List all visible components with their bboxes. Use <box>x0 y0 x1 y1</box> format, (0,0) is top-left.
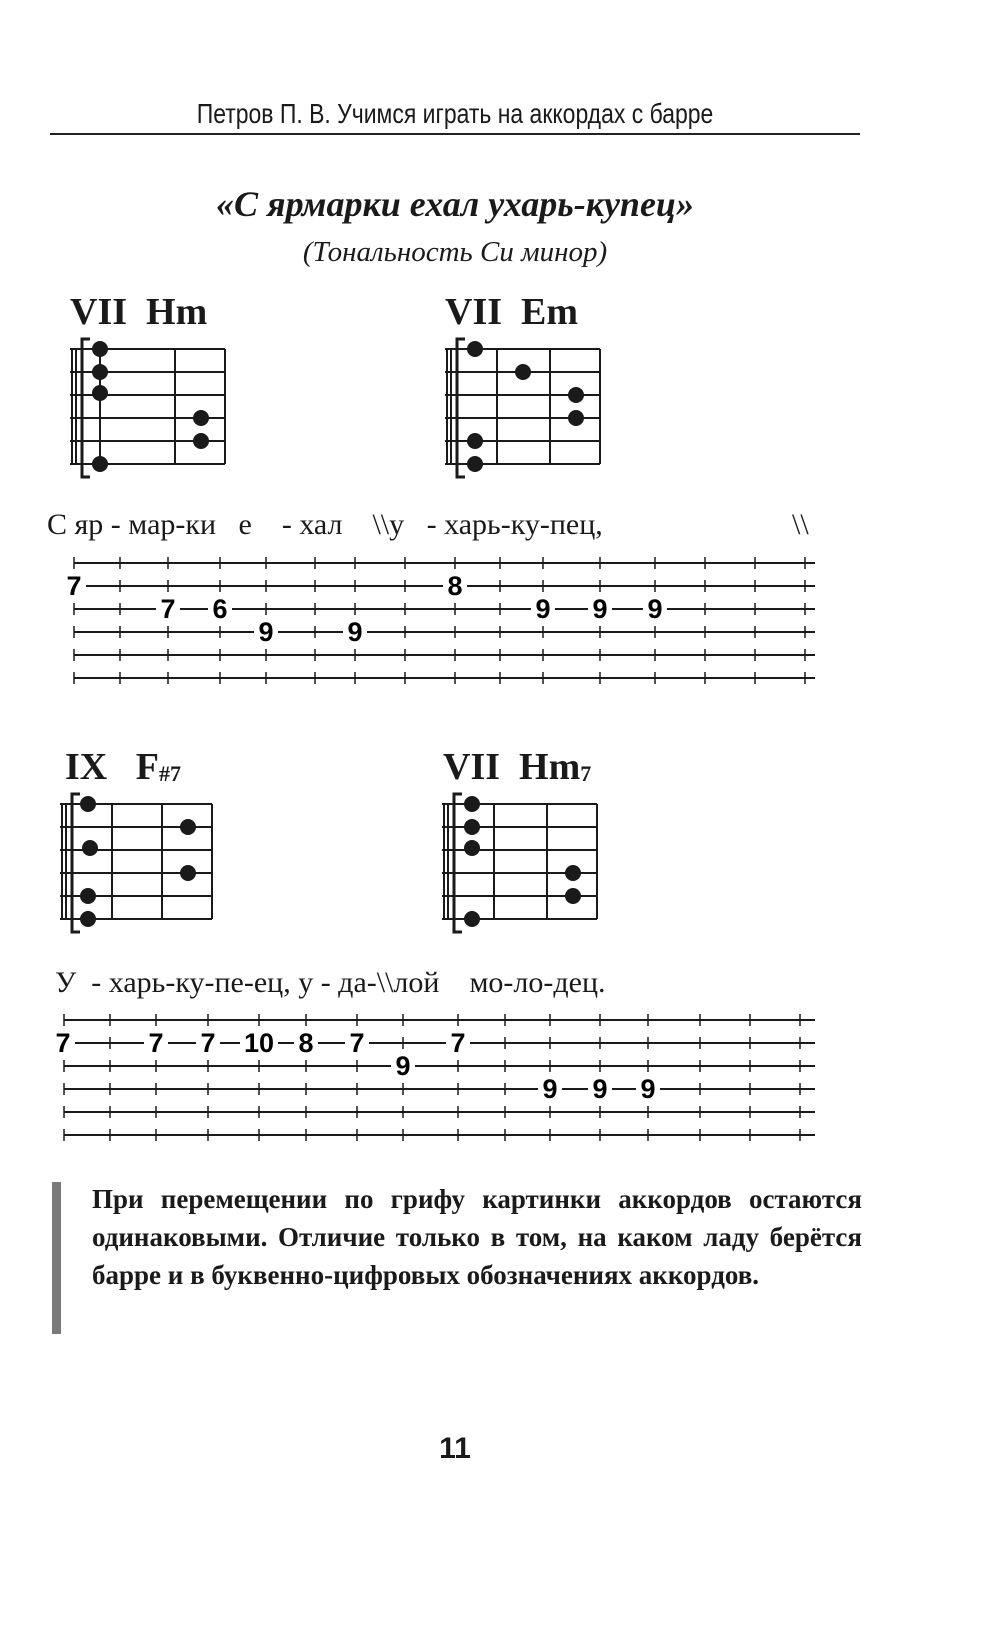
chord-diagram-2 <box>435 335 615 485</box>
page-number: 11 <box>439 1432 471 1465</box>
tab1-note: 7 <box>160 594 176 624</box>
chord-name: Hm <box>146 291 208 333</box>
chord-fret: VII <box>70 291 128 333</box>
tab1-note: 7 <box>66 571 82 601</box>
chord-suffix: #7 <box>158 761 181 786</box>
tab2-note: 7 <box>55 1028 71 1058</box>
tab2-note: 8 <box>298 1028 314 1058</box>
tab2-note: 9 <box>542 1074 558 1104</box>
tab1-note: 9 <box>258 617 274 647</box>
chord-diagram-4 <box>432 790 612 940</box>
tab2-note: 9 <box>640 1074 656 1104</box>
chord-fret: VII <box>443 746 501 788</box>
lyrics-line-1: С яр - мар-ки е - хал \\у - харь-ку-пец, <box>47 508 603 541</box>
chord-suffix: 7 <box>580 761 592 786</box>
lyrics-line-1-end: \\ <box>792 508 809 541</box>
tab2-note: 7 <box>349 1028 365 1058</box>
song-key: (Тональность Си минор) <box>302 236 608 268</box>
tab2-note: 9 <box>395 1051 411 1081</box>
chord-diagram-3 <box>50 790 230 940</box>
song-title: «С ярмарки ехал ухарь-купец» <box>216 184 694 224</box>
info-note: При перемещении по грифу картинки аккордов остаются одинаковыми. Отличие только в том, на каком ладу берётся барре и в буквенно-цифровых обозначениях аккордов. <box>92 1184 862 1290</box>
tab-staff-1 <box>60 555 820 695</box>
chord-fret: IX <box>65 746 108 788</box>
tab1-note: 9 <box>647 594 663 624</box>
chord-label-2 <box>445 290 578 334</box>
chord-name: Hm <box>519 746 581 788</box>
info-side-bar <box>52 1182 61 1334</box>
header-rule <box>50 133 860 135</box>
tab1-note: 9 <box>347 617 363 647</box>
chord-fret: VII <box>445 291 503 333</box>
chord-label-1 <box>70 290 207 334</box>
tab-staff-2 <box>50 1012 820 1152</box>
chord-label-4 <box>443 745 591 789</box>
chord-label-3 <box>65 745 181 789</box>
tab1-note: 9 <box>535 594 551 624</box>
tab1-note: 6 <box>212 594 228 624</box>
tab1-note: 9 <box>592 594 608 624</box>
tab2-note: 7 <box>200 1028 216 1058</box>
chord-diagram-1 <box>60 335 240 485</box>
chord-name: Em <box>521 291 579 333</box>
tab1-note: 8 <box>447 571 463 601</box>
running-header: Петров П. В. Учимся играть на аккордах с барре <box>196 98 714 129</box>
lyrics-line-2: У - харь-ку-пе-ец, у - да-\\лой мо-ло-дец. <box>55 966 606 999</box>
tab2-note: 7 <box>450 1028 466 1058</box>
tab2-note: 7 <box>148 1028 164 1058</box>
tab2-note: 10 <box>243 1028 275 1058</box>
chord-name: F <box>135 746 159 788</box>
tab2-note: 9 <box>592 1074 608 1104</box>
